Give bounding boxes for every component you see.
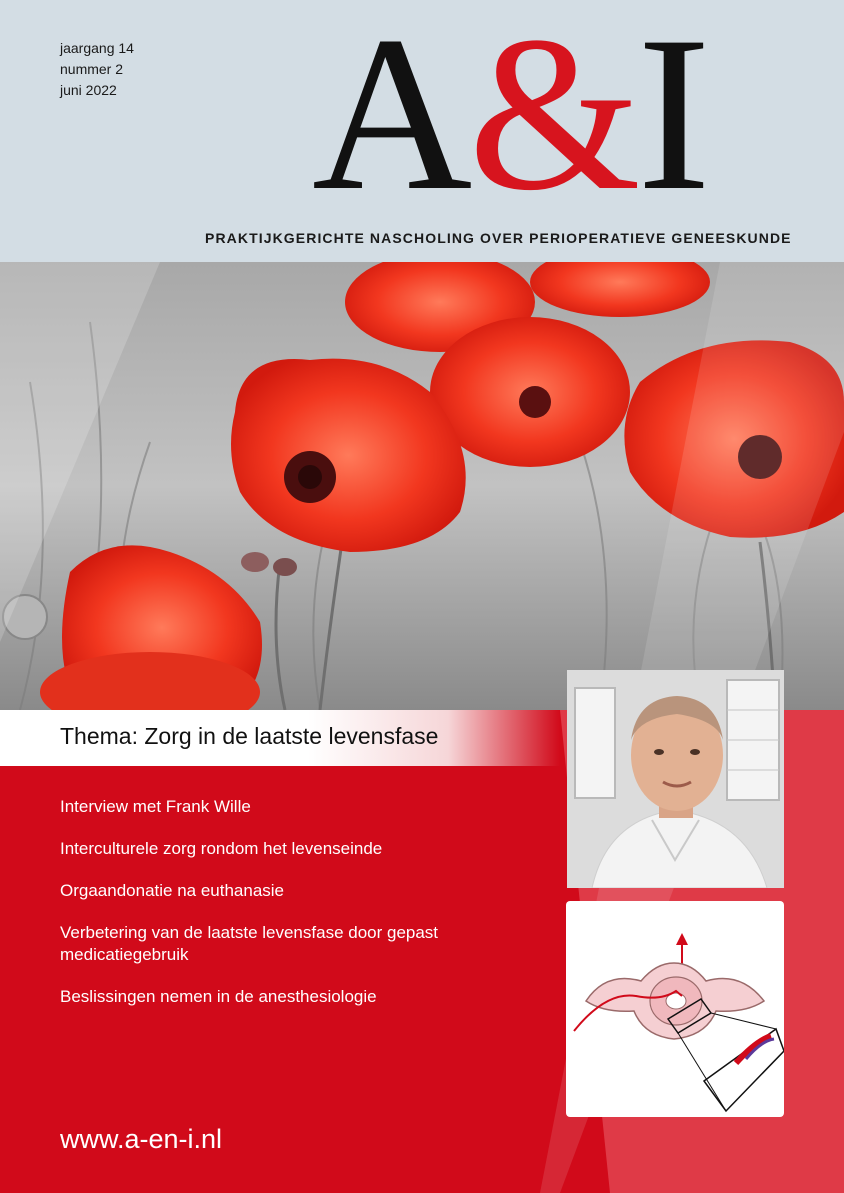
cover-photo-poppies xyxy=(0,262,844,710)
issue-volume: jaargang 14 xyxy=(60,40,134,56)
topic-item: Interculturele zorg rondom het levenseinde xyxy=(60,839,383,858)
spinal-diagram xyxy=(566,901,784,1117)
logo-ampersand: & xyxy=(468,0,638,237)
portrait-photo xyxy=(567,670,784,888)
website-url[interactable]: www.a-en-i.nl xyxy=(60,1124,223,1154)
issue-date: juni 2022 xyxy=(60,82,117,98)
logo-letter-a: A xyxy=(312,0,469,237)
topic-item: Verbetering van de laatste levensfase door gepast medicatiegebruik xyxy=(60,923,439,964)
theme-title: Thema: Zorg in de laatste levensfase xyxy=(60,723,439,749)
issue-info xyxy=(60,38,134,101)
magazine-logo xyxy=(312,0,707,237)
magazine-subtitle: PRAKTIJKGERICHTE NASCHOLING OVER PERIOPERATIEVE GENEESKUNDE xyxy=(205,230,792,246)
poppy-illustration xyxy=(0,262,844,710)
topic-item: Orgaandonatie na euthanasie xyxy=(60,881,285,900)
interview-portrait xyxy=(567,670,784,888)
anatomy-diagram-card xyxy=(566,901,784,1117)
topics-list xyxy=(60,796,560,1028)
cover-header xyxy=(0,0,844,262)
topic-item: Interview met Frank Wille xyxy=(60,797,251,816)
logo-letter-i: I xyxy=(637,0,707,237)
topic-item: Beslissingen nemen in de anesthesiologie xyxy=(60,987,377,1006)
issue-number: nummer 2 xyxy=(60,61,124,77)
